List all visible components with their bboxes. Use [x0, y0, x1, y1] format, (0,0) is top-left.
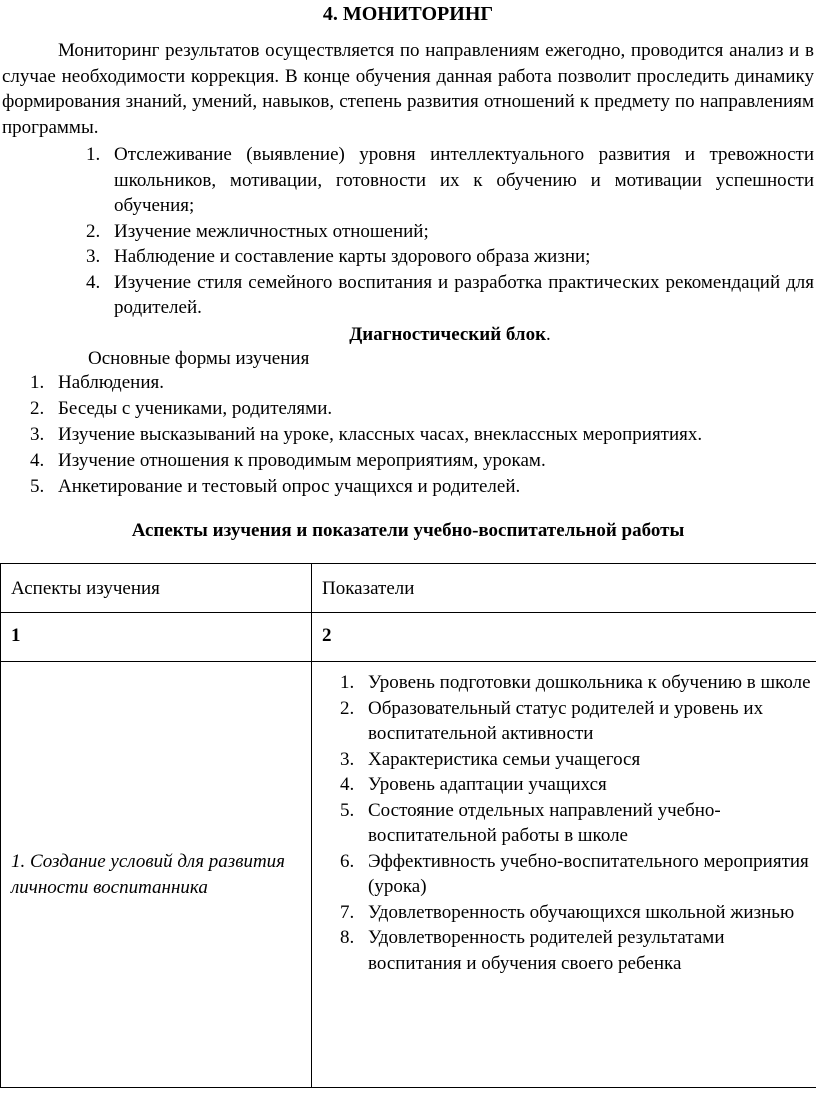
- list-item-text: Изучение отношения к проводимым мероприятиям, урокам.: [58, 450, 546, 471]
- list-item: [30, 396, 816, 422]
- list-item-text: Наблюдения.: [58, 372, 164, 393]
- table-cell: [312, 613, 816, 662]
- list-item-text: Состояние отдельных направлений учебно-воспитательной работы в школе: [368, 799, 721, 846]
- list-number: 1.: [86, 144, 101, 165]
- list-item: [86, 244, 814, 270]
- table-header-cell: [312, 564, 816, 613]
- table-header-cell: [1, 564, 312, 613]
- list-number: 2.: [86, 220, 101, 242]
- list-item-text: Уровень подготовки дошкольника к обучению в школе: [368, 672, 811, 693]
- table-column-numbers-row: [1, 613, 816, 662]
- list-item-text: Изучение стиля семейного воспитания и разработка практических рекомендаций для родителей.: [114, 271, 814, 318]
- list-number: 2.: [30, 398, 45, 419]
- list-item: [340, 696, 816, 747]
- list-item-text: Образовательный статус родителей и уровень их воспитательной активности: [368, 697, 764, 744]
- list-item: [340, 900, 816, 926]
- table-cell: [1, 613, 312, 662]
- list-number: 4.: [340, 774, 355, 795]
- indicators-list: [312, 662, 816, 976]
- list-item: [340, 849, 816, 900]
- forms-list: [30, 370, 816, 500]
- table-row: [1, 662, 816, 1088]
- column-number: 2: [322, 625, 332, 646]
- list-number: 8.: [340, 927, 355, 948]
- list-item-text: Эффективность учебно-воспитательного мероприятия (урока): [368, 850, 809, 897]
- list-item-text: Удовлетворенность родителей результатами воспитания и обучения своего ребенка: [368, 927, 725, 974]
- directions-list: [86, 142, 814, 321]
- list-item: [86, 142, 814, 219]
- list-item-text: Изучение межличностных отношений;: [114, 220, 429, 242]
- list-number: 2.: [340, 697, 355, 719]
- list-number: 3.: [86, 246, 101, 267]
- header-aspects: Аспекты изучения: [11, 578, 160, 599]
- list-item-text: Отслеживание (выявление) уровня интеллектуального развития и тревожности школьников, мотивации, готовности их к обучению и мотивации успешности обучения;: [114, 144, 814, 216]
- list-item: [86, 270, 814, 321]
- list-number: 1.: [30, 372, 45, 393]
- aspect-text: 1. Создание условий для развития личности воспитанника: [11, 851, 286, 898]
- diagnostic-block-punct: .: [546, 324, 551, 345]
- list-number: 4.: [30, 450, 45, 471]
- list-item: [30, 370, 816, 396]
- aspects-table: [0, 563, 816, 1088]
- list-item-text: Уровень адаптации учащихся: [368, 774, 607, 795]
- list-item: [86, 219, 814, 245]
- table-header-row: [1, 564, 816, 613]
- intro-paragraph: Мониторинг результатов осуществляется по направлениям ежегодно, проводится анализ и в случае необходимости коррекция. В конце обучения данная работа позволит проследить динамику формирования знаний, умений, навыков, степень развития отношений к предмету по направлениям программы.: [2, 40, 814, 138]
- list-item: [30, 422, 816, 448]
- list-number: 5.: [30, 476, 45, 497]
- list-number: 4.: [86, 271, 101, 293]
- list-item: [30, 474, 816, 500]
- section-heading: 4. МОНИТОРИНГ: [322, 3, 494, 25]
- list-item-text: Изучение высказываний на уроке, классных часах, внеклассных мероприятиях.: [58, 424, 703, 445]
- list-item-text: Наблюдение и составление карты здорового образа жизни;: [114, 246, 591, 267]
- list-number: 1.: [340, 672, 355, 693]
- header-indicators: Показатели: [322, 578, 415, 599]
- table-title: Аспекты изучения и показатели учебно-воспитательной работы: [131, 520, 685, 541]
- list-item: [340, 925, 816, 976]
- list-item: [30, 448, 816, 474]
- diagnostic-block-heading: [0, 322, 816, 348]
- list-number: 3.: [340, 748, 355, 770]
- list-item-text: Характеристика семьи учащегося: [368, 748, 641, 770]
- list-item: [340, 772, 816, 798]
- list-item: [340, 670, 816, 696]
- list-number: 7.: [340, 901, 355, 923]
- list-number: 3.: [30, 424, 45, 445]
- table-cell: [312, 662, 816, 1088]
- table-cell: [1, 662, 312, 1088]
- list-item-text: Удовлетворенность обучающихся школьной жизнью: [368, 901, 795, 923]
- list-item-text: Беседы с учениками, родителями.: [58, 398, 333, 419]
- list-item: [340, 798, 816, 849]
- list-number: 6.: [340, 850, 355, 872]
- list-number: 5.: [340, 799, 355, 821]
- list-item-text: Анкетирование и тестовый опрос учащихся и родителей.: [58, 476, 521, 497]
- list-item: [340, 747, 816, 773]
- diagnostic-block-title: Диагностический блок: [349, 324, 547, 345]
- forms-intro: Основные формы изучения: [88, 348, 310, 369]
- column-number: 1: [11, 625, 21, 646]
